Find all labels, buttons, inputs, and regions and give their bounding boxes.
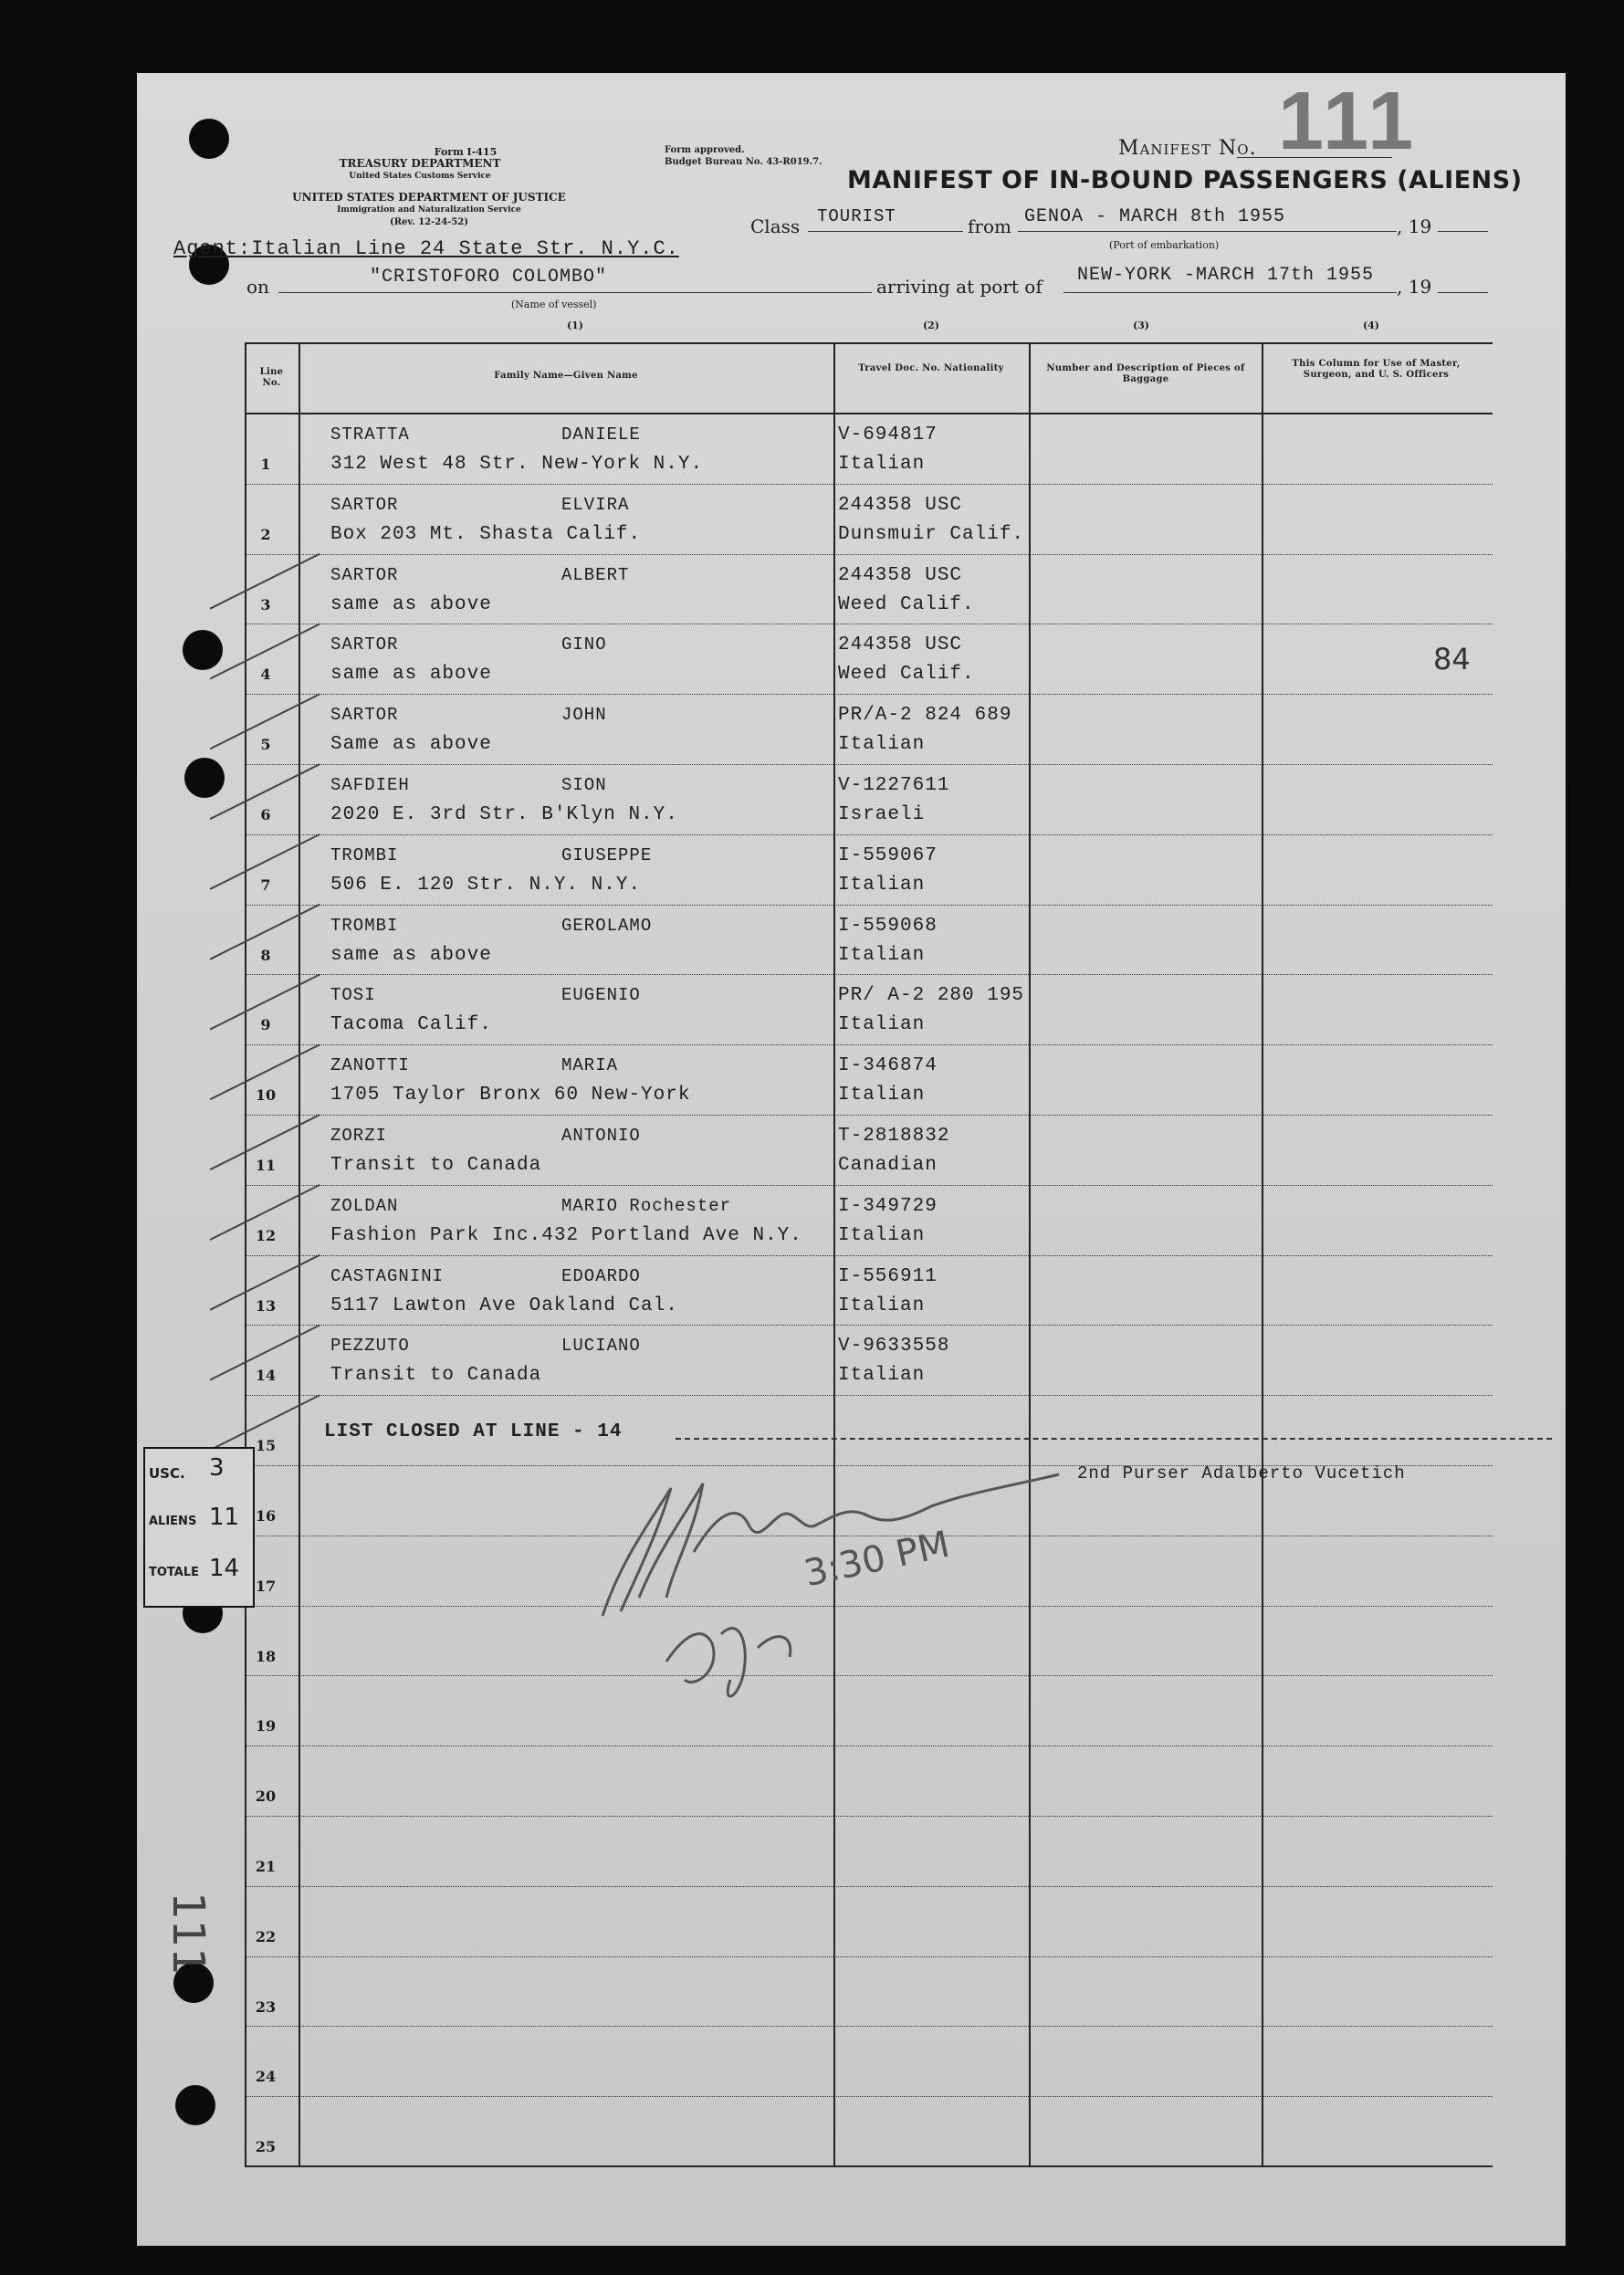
line-number: 20 <box>255 1788 277 1806</box>
line-number: 24 <box>255 2068 277 2086</box>
row-divider <box>246 484 1493 485</box>
arriving-label: arriving at port of <box>876 276 1043 298</box>
purser-signature-typed: 2nd Purser Adalberto Vucetich <box>1077 1463 1406 1483</box>
row-divider <box>246 974 1493 975</box>
margin-note: 111 <box>162 1892 214 1976</box>
passenger-travel-doc: V-694817 <box>838 425 938 446</box>
usc-label: USC. <box>149 1465 185 1482</box>
col-header-officers: This Column for Use of Master, Surgeon, and U. S. Officers <box>1292 359 1461 380</box>
check-mark <box>210 624 320 679</box>
class-label: Class <box>750 215 801 237</box>
check-mark <box>210 975 320 1030</box>
passenger-address: same as above <box>330 664 492 686</box>
line-number: 1 <box>260 456 271 473</box>
row-divider <box>246 2096 1493 2097</box>
passenger-family-name: SARTOR <box>330 564 399 585</box>
line-number: 23 <box>255 1997 277 2016</box>
on-label: on <box>246 276 269 298</box>
row-divider <box>246 694 1493 695</box>
row-divider <box>246 1044 1493 1045</box>
passenger-travel-doc: 244358 USC <box>838 564 963 586</box>
year-suffix-2: , 19 <box>1397 276 1432 298</box>
row-divider <box>246 1325 1493 1326</box>
passenger-travel-doc: 244358 USC <box>838 494 963 516</box>
col-number-2: (2) <box>922 320 940 331</box>
row-divider <box>246 834 1493 835</box>
check-mark <box>210 834 320 889</box>
budget-bureau: Budget Bureau No. 43-R019.7. <box>665 157 822 167</box>
time-note: 3:30 PM <box>800 1523 954 1596</box>
line-number: 19 <box>255 1717 277 1735</box>
passenger-given-name: GEROLAMO <box>561 915 653 936</box>
passenger-family-name: STRATTA <box>330 425 410 445</box>
passenger-given-name: MARIO Rochester <box>561 1195 732 1216</box>
passenger-given-name: ELVIRA <box>561 494 630 515</box>
row-divider <box>246 1886 1493 1887</box>
line-number: 18 <box>255 1647 277 1665</box>
agent-line: Agent:Italian Line 24 State Str. N.Y.C. <box>173 237 679 260</box>
passenger-nationality: Italian <box>838 454 926 475</box>
passenger-travel-doc: I-559068 <box>838 915 938 937</box>
check-mark <box>210 694 320 749</box>
class-value: TOURIST <box>817 206 896 226</box>
passenger-given-name: GINO <box>561 634 607 655</box>
total-label: TOTALE <box>149 1566 200 1579</box>
line-number: 13 <box>255 1296 277 1315</box>
check-mark <box>210 554 320 609</box>
justice-dept: UNITED STATES DEPARTMENT OF JUSTICE <box>292 191 566 204</box>
passenger-family-name: TOSI <box>330 985 376 1006</box>
treasury-dept: TREASURY DEPARTMENT <box>339 157 501 170</box>
passenger-given-name: MARIA <box>561 1055 619 1076</box>
passenger-nationality: Italian <box>838 734 926 756</box>
passenger-nationality: Italian <box>838 1014 926 1036</box>
passenger-address: Fashion Park Inc.432 Portland Ave N.Y. <box>330 1224 802 1246</box>
line-number: 14 <box>255 1367 277 1385</box>
passenger-nationality: Italian <box>838 1224 926 1246</box>
check-mark <box>210 1044 320 1099</box>
passenger-travel-doc: PR/A-2 824 689 <box>838 705 1012 727</box>
passenger-family-name: TROMBI <box>330 915 399 936</box>
passenger-given-name: EUGENIO <box>561 985 641 1006</box>
passenger-family-name: SARTOR <box>330 705 399 726</box>
line-number: 21 <box>255 1858 277 1875</box>
passenger-address: same as above <box>330 593 492 615</box>
col-header-line-no: Line No. <box>259 367 284 388</box>
line-number: 15 <box>255 1437 277 1455</box>
aliens-label: ALIENS <box>149 1515 197 1528</box>
passenger-given-name: ANTONIO <box>561 1126 641 1146</box>
col-header-travel-doc: Travel Doc. No. Nationality <box>858 363 1004 373</box>
passenger-given-name: EDOARDO <box>561 1265 641 1286</box>
passenger-travel-doc: I-559067 <box>838 844 938 866</box>
passenger-nationality: Weed Calif. <box>838 664 975 686</box>
passenger-nationality: Italian <box>838 1295 926 1316</box>
form-approved: Form approved. <box>665 145 745 155</box>
total-value: 14 <box>209 1555 240 1582</box>
passenger-family-name: ZOLDAN <box>330 1195 399 1216</box>
passenger-nationality: Weed Calif. <box>838 593 975 615</box>
line-number: 22 <box>255 1927 277 1945</box>
passenger-address: same as above <box>330 944 492 966</box>
passenger-nationality: Italian <box>838 1085 926 1106</box>
passenger-given-name: DANIELE <box>561 425 641 445</box>
passenger-address: 2020 E. 3rd Str. B'Klyn N.Y. <box>330 804 678 825</box>
form-number: Form I-415 <box>434 146 498 158</box>
port-embarkation-caption: (Port of embarkation) <box>1109 239 1220 251</box>
col-number-1: (1) <box>566 320 584 331</box>
row-divider <box>246 764 1493 765</box>
year-suffix: , 19 <box>1397 215 1432 237</box>
passenger-family-name: CASTAGNINI <box>330 1265 445 1286</box>
punch-hole <box>175 2085 215 2125</box>
check-mark <box>210 1255 320 1310</box>
check-mark <box>210 1395 320 1450</box>
vessel-caption: (Name of vessel) <box>511 299 597 310</box>
passenger-family-name: ZORZI <box>330 1126 388 1146</box>
passenger-address: Box 203 Mt. Shasta Calif. <box>330 523 642 545</box>
passenger-travel-doc: I-349729 <box>838 1195 938 1217</box>
from-label: from <box>968 215 1011 237</box>
line-number: 12 <box>255 1226 277 1244</box>
line-number: 8 <box>260 946 271 964</box>
row-divider <box>246 2026 1493 2027</box>
passenger-nationality: Israeli <box>838 804 926 825</box>
line-number: 11 <box>255 1157 277 1174</box>
passenger-nationality: Italian <box>838 874 926 896</box>
vessel-name: "CRISTOFORO COLOMBO" <box>370 267 608 288</box>
tally-box <box>143 1447 255 1608</box>
passenger-address: Tacoma Calif. <box>330 1014 492 1036</box>
check-mark <box>210 764 320 819</box>
row-divider <box>246 1395 1493 1396</box>
line-number: 7 <box>260 875 271 894</box>
passenger-address: Same as above <box>330 734 492 756</box>
passenger-family-name: PEZZUTO <box>330 1336 410 1357</box>
aliens-value: 11 <box>209 1504 240 1531</box>
line-number: 4 <box>260 666 271 684</box>
row-divider <box>246 2166 1493 2167</box>
line-number: 16 <box>255 1507 277 1525</box>
col-number-4: (4) <box>1362 320 1380 331</box>
line-number: 5 <box>260 736 271 754</box>
annotation-84: 84 <box>1433 642 1471 676</box>
row-divider <box>246 1255 1493 1256</box>
page-title: MANIFEST OF IN-BOUND PASSENGERS (ALIENS) <box>847 166 1523 194</box>
passenger-given-name: SION <box>561 775 607 795</box>
customs-service: United States Customs Service <box>349 172 491 181</box>
passenger-travel-doc: PR/ A-2 280 195 <box>838 985 1025 1007</box>
row-divider <box>246 1115 1493 1116</box>
passenger-travel-doc: T-2818832 <box>838 1126 950 1147</box>
row-divider <box>246 1816 1493 1817</box>
arriving-value: NEW-YORK -MARCH 17th 1955 <box>1077 265 1375 286</box>
passenger-travel-doc: V-9633558 <box>838 1336 950 1358</box>
passenger-given-name: JOHN <box>561 705 607 726</box>
passenger-travel-doc: I-346874 <box>838 1055 938 1077</box>
passenger-family-name: SARTOR <box>330 494 399 515</box>
passenger-family-name: ZANOTTI <box>330 1055 410 1076</box>
ins-service: Immigration and Naturalization Service <box>337 205 521 215</box>
passenger-family-name: SARTOR <box>330 634 399 655</box>
check-mark <box>210 1326 320 1380</box>
row-divider <box>246 1185 1493 1186</box>
passenger-nationality: Dunsmuir Calif. <box>838 523 1025 545</box>
manifest-no-label: Manifest No. <box>1118 137 1257 160</box>
check-marks <box>192 475 393 1479</box>
list-closed: LIST CLOSED AT LINE - 14 <box>324 1421 623 1442</box>
check-mark <box>210 905 320 959</box>
check-mark <box>210 1185 320 1240</box>
row-divider <box>246 554 1493 555</box>
passenger-address: 1705 Taylor Bronx 60 New-York <box>330 1085 691 1106</box>
col-number-3: (3) <box>1132 320 1150 331</box>
col-header-baggage: Number and Description of Pieces of Baggage <box>1046 363 1245 384</box>
manifest-number: 111 <box>1278 76 1418 167</box>
line-number: 6 <box>260 806 271 823</box>
passenger-nationality: Italian <box>838 1365 926 1387</box>
line-number: 17 <box>255 1577 277 1595</box>
passenger-address: 506 E. 120 Str. N.Y. N.Y. <box>330 874 642 896</box>
from-value: GENOA - MARCH 8th 1955 <box>1024 206 1286 227</box>
line-number: 3 <box>260 595 271 613</box>
line-number: 2 <box>260 525 271 543</box>
row-divider <box>246 1956 1493 1957</box>
passenger-travel-doc: V-1227611 <box>838 775 950 796</box>
usc-value: 3 <box>209 1454 225 1482</box>
passenger-family-name: TROMBI <box>330 844 399 865</box>
passenger-address: 312 West 48 Str. New-York N.Y. <box>330 454 704 475</box>
line-number: 10 <box>255 1086 277 1105</box>
passenger-address: 5117 Lawton Ave Oakland Cal. <box>330 1295 678 1316</box>
passenger-nationality: Italian <box>838 944 926 966</box>
passenger-address: Transit to Canada <box>330 1365 542 1387</box>
check-mark <box>210 1115 320 1169</box>
row-divider <box>246 905 1493 906</box>
line-number: 25 <box>255 2138 277 2156</box>
line-number: 9 <box>260 1016 271 1034</box>
passenger-nationality: Canadian <box>838 1155 938 1176</box>
revision: (Rev. 12-24-52) <box>390 217 468 227</box>
passenger-family-name: SAFDIEH <box>330 775 410 795</box>
passenger-travel-doc: 244358 USC <box>838 634 963 656</box>
col-header-name: Family Name—Given Name <box>494 371 638 381</box>
passenger-given-name: ALBERT <box>561 564 630 585</box>
passenger-given-name: GIUSEPPE <box>561 844 653 865</box>
punch-hole <box>189 119 229 159</box>
passenger-address: Transit to Canada <box>330 1155 542 1176</box>
passenger-given-name: LUCIANO <box>561 1336 641 1357</box>
passenger-travel-doc: I-556911 <box>838 1265 938 1287</box>
closing-rule <box>676 1438 1552 1440</box>
